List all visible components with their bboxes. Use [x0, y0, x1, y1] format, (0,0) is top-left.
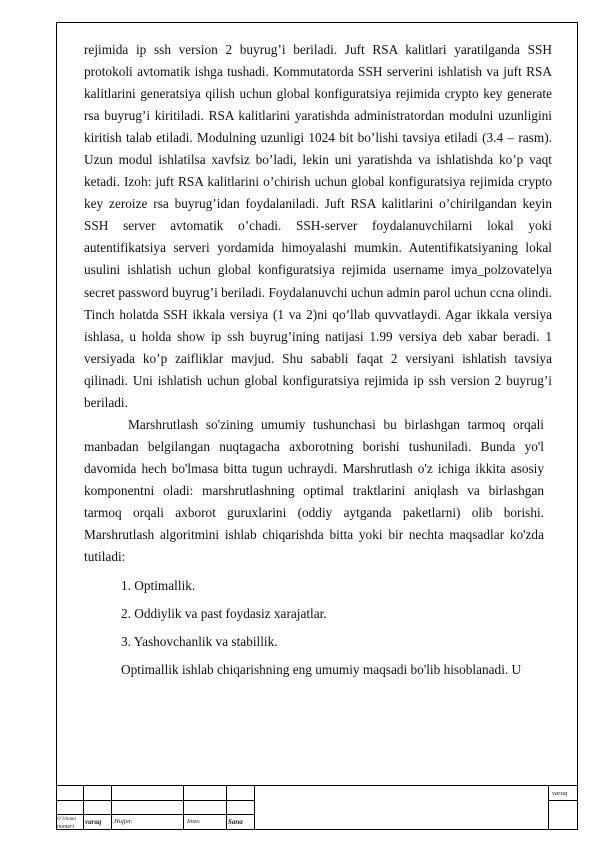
- size-label: O’lchami: [57, 817, 76, 822]
- paragraph-ssh: rejimida ip ssh version 2 buyrug’i beriladi. Juft RSA kalitlari yaratilganda SSH protokoli avtomatik ishga tushadi. Kommutatorda SSH serverini ishlatish va juft RSA kalitlarini generatsiya qilish uchun global konfiguratsiya rejimida crypto key generate rsa buyrug’i kiritiladi. RSA kalitlarini yaratishda administratordan modulni uzunligini kiritish talab etiladi. Modulning uzunligi 1024 bit bo’lishi tavsiya etiladi (3.4 – rasm). Uzun modul ishlatilsa xavfsiz bo’ladi, lekin uni yaratishda va ishlatishda ko’p vaqt ketadi. Izoh: juft RSA kalitlarini o’chirish uchun global konfiguratsiya rejimida crypto key zeroize rsa buyrug’idan foydalaniladi. Juft RSA kalitlarini o’chirilgandan keyin SSH server avtomatik o’chadi. SSH-server foydalanuvchilarni lokal yoki autentifikatsiya serveri yordamida himoyalashi mumkin. Autentifikatsiyaning lokal usulini ishlatish uchun global konfiguratsiya rejimida username imya_polzovatelya secret password buyrug’i beriladi. Foydalanuvchi uchun admin parol uchun ccna olindi. Tinch holatda SSH ikkala versiya (1 va 2)ni qo’llab quvvatlaydi. Agar ikkala versiya ishlasa, u holda show ip ssh buyrug’ining natijasi 1.99 versiya deb xabar beradi. 1 versiyada ko’p zaifliklar mavjud. Shu sababli faqat 2 versiyani ishlatish tavsiya qilinadi. Uni ishlatish uchun global konfiguratsiya rejimida ip ssh version 2 buyrug’i beriladi.: [84, 42, 552, 410]
- sheet-label: varaq: [85, 818, 102, 826]
- list-item-simplicity: 2. Oddiylik va past foydasiz xarajatlar.: [121, 606, 327, 622]
- number-label: nomeri: [57, 824, 74, 830]
- paragraph-routing: Marshrutlash so'zining umumiy tushunchasi bu birlashgan tarmoq orqali manbadan belgilangan nuqtagacha axborotning borishi tushuniladi. Bunda yo'l davomida hech bo'lmasa bitta tugun uchraydi. Marshrutlash o'z ichiga ikkita asosiy komponentni oladi: marshrutlashning optimal traktlarini aniqlash va birlashgan tarmoq orqali axborot guruxlarini (oddiy aytganda paketlarni) olib borishi. Marshrutlash algoritmini ishlab chiqarishda bitta yoki bir nechta maqsadlar ko'zda tutiladi:: [84, 416, 544, 565]
- list-item-optimality: 1. Optimallik.: [121, 578, 196, 594]
- document-label: Hujjat:: [114, 818, 133, 825]
- signature-label: Imzo: [187, 818, 200, 825]
- list-item-stability: 3. Yashovchanlik va stabillik.: [121, 634, 278, 650]
- paragraph-optimality: Optimallik ishlab chiqarishning eng umumiy maqsadi bo'lib hisoblanadi. U: [121, 662, 522, 678]
- document-body: [84, 39, 552, 681]
- title-block: [56, 785, 578, 830]
- sheet-label-top: varaq: [552, 790, 568, 797]
- date-label: Sana: [228, 818, 243, 826]
